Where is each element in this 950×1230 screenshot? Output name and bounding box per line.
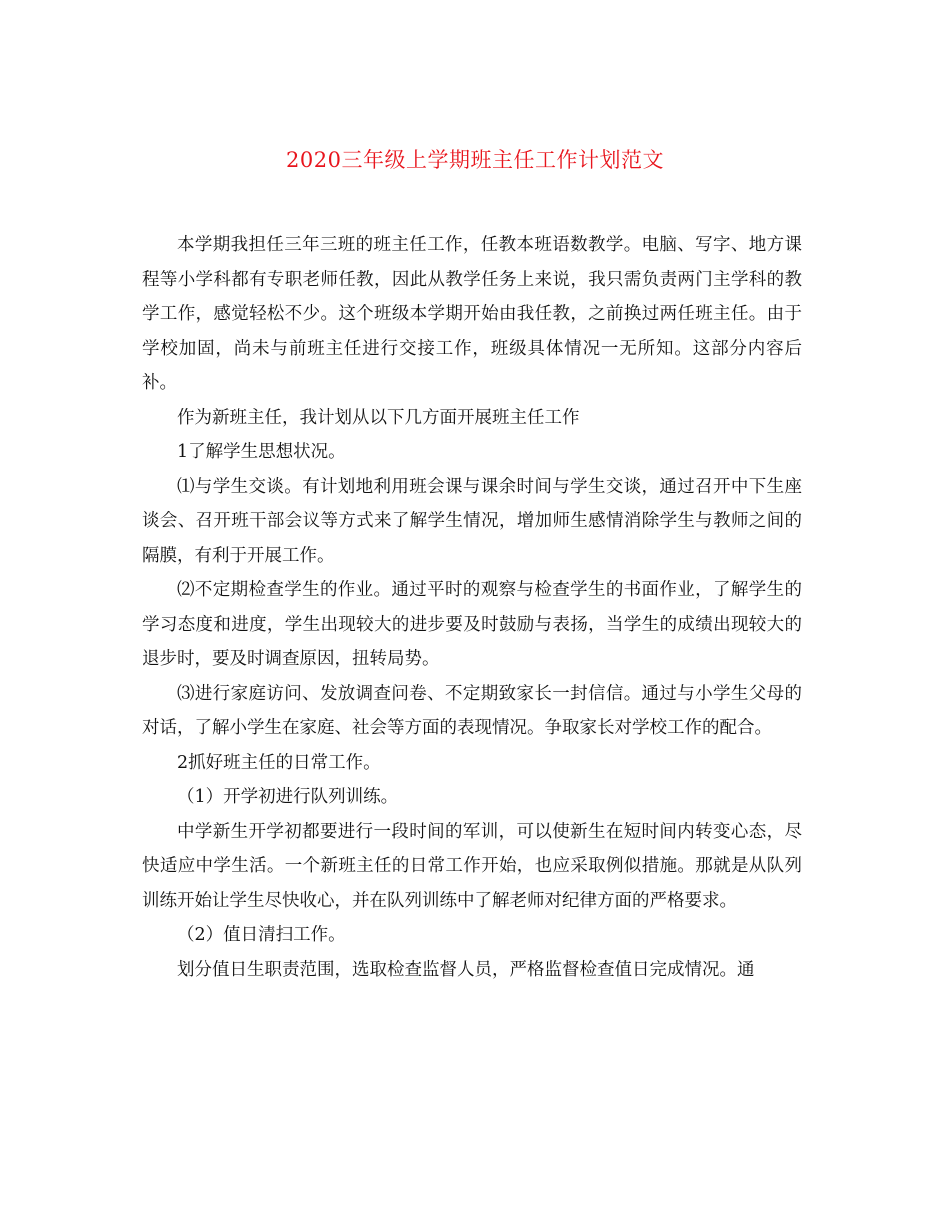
item-2-1-heading: （1）开学初进行队列训练。: [177, 787, 399, 807]
item-1-2-paragraph: ⑵不定期检查学生的作业。通过平时的观察与检查学生的书面作业，了解学生的学习态度和进度，学生出现较大的进步要及时鼓励与表扬，当学生的成绩出现较大的退步时，要及时调查原因，扭转局势。: [142, 580, 802, 669]
section-2-heading: 2抓好班主任的日常工作。: [177, 752, 381, 773]
item-2-2-heading: （2）值日清扫工作。: [177, 925, 346, 945]
item-1-1-paragraph: ⑴与学生交谈。有计划地利用班会课与课余时间与学生交谈，通过召开中下生座谈会、召开班干部会议等方式来了解学生情况，增加师生感情消除学生与教师之间的隔膜，有利于开展工作。: [142, 476, 802, 566]
section-1-heading: 1了解学生思想状况。: [177, 442, 346, 462]
item-1-3-paragraph: ⑶进行家庭访问、发放调查问卷、不定期致家长一封信信。通过与小学生父母的对话，了解小学生在家庭、社会等方面的表现情况。争取家长对学校工作的配合。: [142, 683, 802, 738]
item-2-2-paragraph: 划分值日生职责范围，选取检查监督人员，严格监督检查值日完成情况。通: [177, 959, 755, 980]
intro-paragraph: 本学期我担任三年三班的班主任工作，任教本班语数教学。电脑、写字、地方课程等小学科都有专职老师任教，因此从教学任务上来说，我只需负责两门主学科的教学工作，感觉轻松不少。这个班级本学期开始由我任教，之前换过两任班主任。由于学校加固，尚未与前班主任进行交接工作，班级具体情况一无所知。这部分内容后补。: [142, 235, 802, 393]
plan-intro-paragraph: 作为新班主任，我计划从以下几方面开展班主任工作: [177, 407, 580, 428]
document-title: 2020三年级上学期班主任工作计划范文: [286, 148, 664, 172]
document-body: [142, 228, 802, 987]
item-2-1-paragraph: 中学新生开学初都要进行一段时间的军训，可以使新生在短时间内转变心态，尽快适应中学生活。一个新班主任的日常工作开始，也应采取例似措施。那就是从队列训练开始让学生尽快收心，并在队列训练中了解老师对纪律方面的严格要求。: [142, 821, 802, 911]
